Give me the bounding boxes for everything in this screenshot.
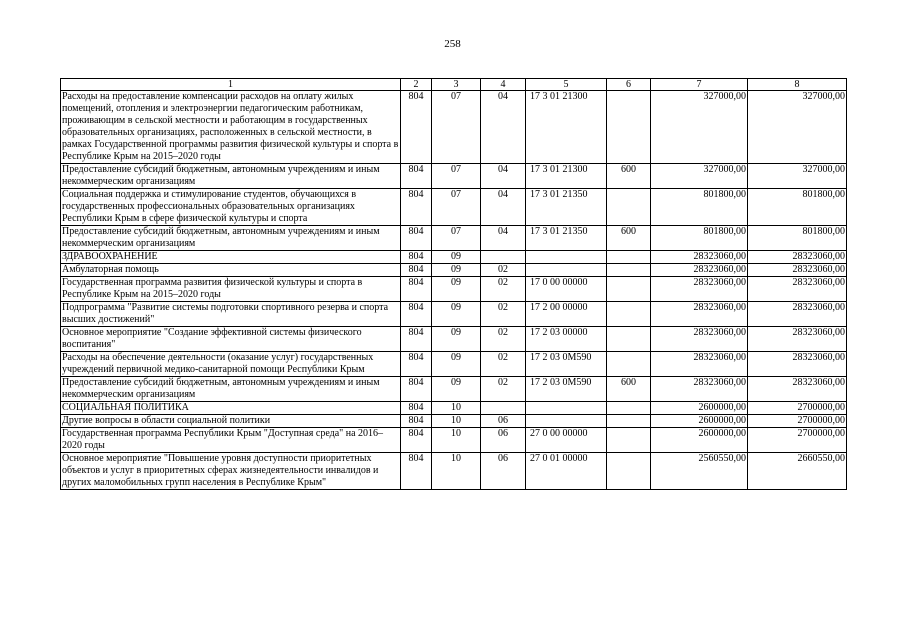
amount-col7-cell: 28323060,00 [651,302,748,327]
amount-col7-cell: 28323060,00 [651,264,748,277]
subsection-code-cell: 06 [481,453,526,490]
section-code-cell: 10 [432,453,481,490]
row-name-cell: Амбулаторная помощь [61,264,401,277]
admin-code-cell: 804 [401,377,432,402]
target-article-cell [526,251,607,264]
amount-col8-cell: 801800,00 [748,226,847,251]
amount-col8-cell: 28323060,00 [748,302,847,327]
admin-code-cell: 804 [401,428,432,453]
target-article-cell [526,402,607,415]
row-name-cell: Государственная программа развития физической культуры и спорта в Республике Крым на 2015–2020 годы [61,277,401,302]
table-row [61,377,847,402]
target-article-cell: 27 0 00 00000 [526,428,607,453]
subsection-code-cell: 06 [481,428,526,453]
table-row [61,302,847,327]
target-article-cell: 17 2 03 0М590 [526,377,607,402]
target-article-cell [526,264,607,277]
table-body [61,91,847,490]
table-row [61,415,847,428]
amount-col8-cell: 28323060,00 [748,352,847,377]
admin-code-cell: 804 [401,226,432,251]
section-code-cell: 09 [432,377,481,402]
target-article-cell: 17 2 03 0М590 [526,352,607,377]
row-name-cell: Подпрограмма "Развитие системы подготовки спортивного резерва и спорта высших достижений" [61,302,401,327]
admin-code-cell: 804 [401,277,432,302]
table-row [61,164,847,189]
amount-col7-cell: 2600000,00 [651,428,748,453]
row-name-cell: Расходы на обеспечение деятельности (оказание услуг) государственных учреждений первичной медико-санитарной помощи Республики Крым [61,352,401,377]
table-row [61,264,847,277]
expense-type-cell [607,428,651,453]
table-row [61,226,847,251]
expense-type-cell [607,415,651,428]
section-code-cell: 10 [432,402,481,415]
expense-type-cell: 600 [607,164,651,189]
section-code-cell: 07 [432,91,481,164]
section-code-cell: 10 [432,415,481,428]
amount-col7-cell: 327000,00 [651,91,748,164]
admin-code-cell: 804 [401,302,432,327]
amount-col8-cell: 28323060,00 [748,277,847,302]
admin-code-cell: 804 [401,327,432,352]
admin-code-cell: 804 [401,453,432,490]
amount-col8-cell: 2660550,00 [748,453,847,490]
amount-col7-cell: 28323060,00 [651,327,748,352]
amount-col7-cell: 2560550,00 [651,453,748,490]
column-header: 4 [481,79,526,91]
column-header: 8 [748,79,847,91]
subsection-code-cell: 04 [481,189,526,226]
subsection-code-cell [481,251,526,264]
expense-type-cell [607,264,651,277]
table-row [61,189,847,226]
amount-col7-cell: 801800,00 [651,189,748,226]
column-header: 1 [61,79,401,91]
amount-col8-cell: 28323060,00 [748,264,847,277]
section-code-cell: 09 [432,251,481,264]
admin-code-cell: 804 [401,91,432,164]
section-code-cell: 09 [432,264,481,277]
subsection-code-cell: 02 [481,302,526,327]
amount-col8-cell: 2700000,00 [748,415,847,428]
target-article-cell: 17 2 03 00000 [526,327,607,352]
admin-code-cell: 804 [401,415,432,428]
subsection-code-cell: 04 [481,164,526,189]
expense-type-cell [607,189,651,226]
subsection-code-cell: 02 [481,277,526,302]
subsection-code-cell: 04 [481,91,526,164]
section-code-cell: 07 [432,164,481,189]
column-header: 3 [432,79,481,91]
row-name-cell: Расходы на предоставление компенсации расходов на оплату жилых помещений, отопления и электроэнергии педагогическим работникам, проживающим в сельской местности и работающим в государственных образовательных организациях, расположенных в сельской местности, в рамках Государственной программы развития физической культуры и спорта в Республике Крым на 2015–2020 годы [61,91,401,164]
section-code-cell: 10 [432,428,481,453]
amount-col8-cell: 28323060,00 [748,251,847,264]
row-name-cell: ЗДРАВООХРАНЕНИЕ [61,251,401,264]
expense-type-cell [607,302,651,327]
expense-type-cell [607,251,651,264]
section-code-cell: 09 [432,277,481,302]
admin-code-cell: 804 [401,164,432,189]
amount-col7-cell: 28323060,00 [651,277,748,302]
table-row [61,453,847,490]
subsection-code-cell: 02 [481,327,526,352]
expense-type-cell [607,402,651,415]
table-row [61,352,847,377]
row-name-cell: Предоставление субсидий бюджетным, автономным учреждениям и иным некоммерческим организациям [61,164,401,189]
row-name-cell: Предоставление субсидий бюджетным, автономным учреждениям и иным некоммерческим организациям [61,226,401,251]
table-row [61,327,847,352]
row-name-cell: Предоставление субсидий бюджетным, автономным учреждениям и иным некоммерческим организациям [61,377,401,402]
expense-type-cell: 600 [607,377,651,402]
amount-col8-cell: 28323060,00 [748,327,847,352]
amount-col7-cell: 801800,00 [651,226,748,251]
expense-type-cell [607,91,651,164]
amount-col7-cell: 2600000,00 [651,402,748,415]
table-row [61,402,847,415]
budget-table [60,78,847,490]
amount-col7-cell: 327000,00 [651,164,748,189]
row-name-cell: Основное мероприятие "Повышение уровня доступности приоритетных объектов и услуг в приоритетных сферах жизнедеятельности инвалидов и других маломобильных групп населения в Республике Крым" [61,453,401,490]
admin-code-cell: 804 [401,251,432,264]
table-row [61,91,847,164]
amount-col7-cell: 28323060,00 [651,352,748,377]
target-article-cell: 17 3 01 21350 [526,226,607,251]
row-name-cell: Социальная поддержка и стимулирование студентов, обучающихся в государственных профессиональных образовательных организациях Республики Крым в сфере физической культуры и спорта [61,189,401,226]
subsection-code-cell: 02 [481,352,526,377]
column-header: 7 [651,79,748,91]
amount-col7-cell: 2600000,00 [651,415,748,428]
target-article-cell: 17 0 00 00000 [526,277,607,302]
expense-type-cell [607,327,651,352]
amount-col8-cell: 327000,00 [748,91,847,164]
expense-type-cell [607,277,651,302]
page-number: 258 [444,38,461,50]
target-article-cell: 17 3 01 21350 [526,189,607,226]
row-name-cell: Другие вопросы в области социальной политики [61,415,401,428]
column-header: 5 [526,79,607,91]
amount-col8-cell: 2700000,00 [748,428,847,453]
table-row [61,277,847,302]
admin-code-cell: 804 [401,352,432,377]
subsection-code-cell: 02 [481,264,526,277]
amount-col8-cell: 327000,00 [748,164,847,189]
table-header-row [61,79,847,91]
target-article-cell: 17 2 00 00000 [526,302,607,327]
table-row [61,251,847,264]
admin-code-cell: 804 [401,402,432,415]
column-header: 6 [607,79,651,91]
amount-col8-cell: 801800,00 [748,189,847,226]
expense-type-cell: 600 [607,226,651,251]
subsection-code-cell: 04 [481,226,526,251]
section-code-cell: 09 [432,352,481,377]
target-article-cell: 17 3 01 21300 [526,91,607,164]
target-article-cell: 27 0 01 00000 [526,453,607,490]
amount-col7-cell: 28323060,00 [651,251,748,264]
section-code-cell: 07 [432,226,481,251]
admin-code-cell: 804 [401,264,432,277]
section-code-cell: 07 [432,189,481,226]
column-header: 2 [401,79,432,91]
subsection-code-cell [481,402,526,415]
expense-type-cell [607,453,651,490]
admin-code-cell: 804 [401,189,432,226]
target-article-cell: 17 3 01 21300 [526,164,607,189]
subsection-code-cell: 02 [481,377,526,402]
amount-col7-cell: 28323060,00 [651,377,748,402]
expense-type-cell [607,352,651,377]
target-article-cell [526,415,607,428]
table-row [61,428,847,453]
amount-col8-cell: 2700000,00 [748,402,847,415]
row-name-cell: Основное мероприятие "Создание эффективной системы физического воспитания" [61,327,401,352]
section-code-cell: 09 [432,302,481,327]
section-code-cell: 09 [432,327,481,352]
row-name-cell: Государственная программа Республики Крым "Доступная среда" на 2016–2020 годы [61,428,401,453]
subsection-code-cell: 06 [481,415,526,428]
amount-col8-cell: 28323060,00 [748,377,847,402]
row-name-cell: СОЦИАЛЬНАЯ ПОЛИТИКА [61,402,401,415]
